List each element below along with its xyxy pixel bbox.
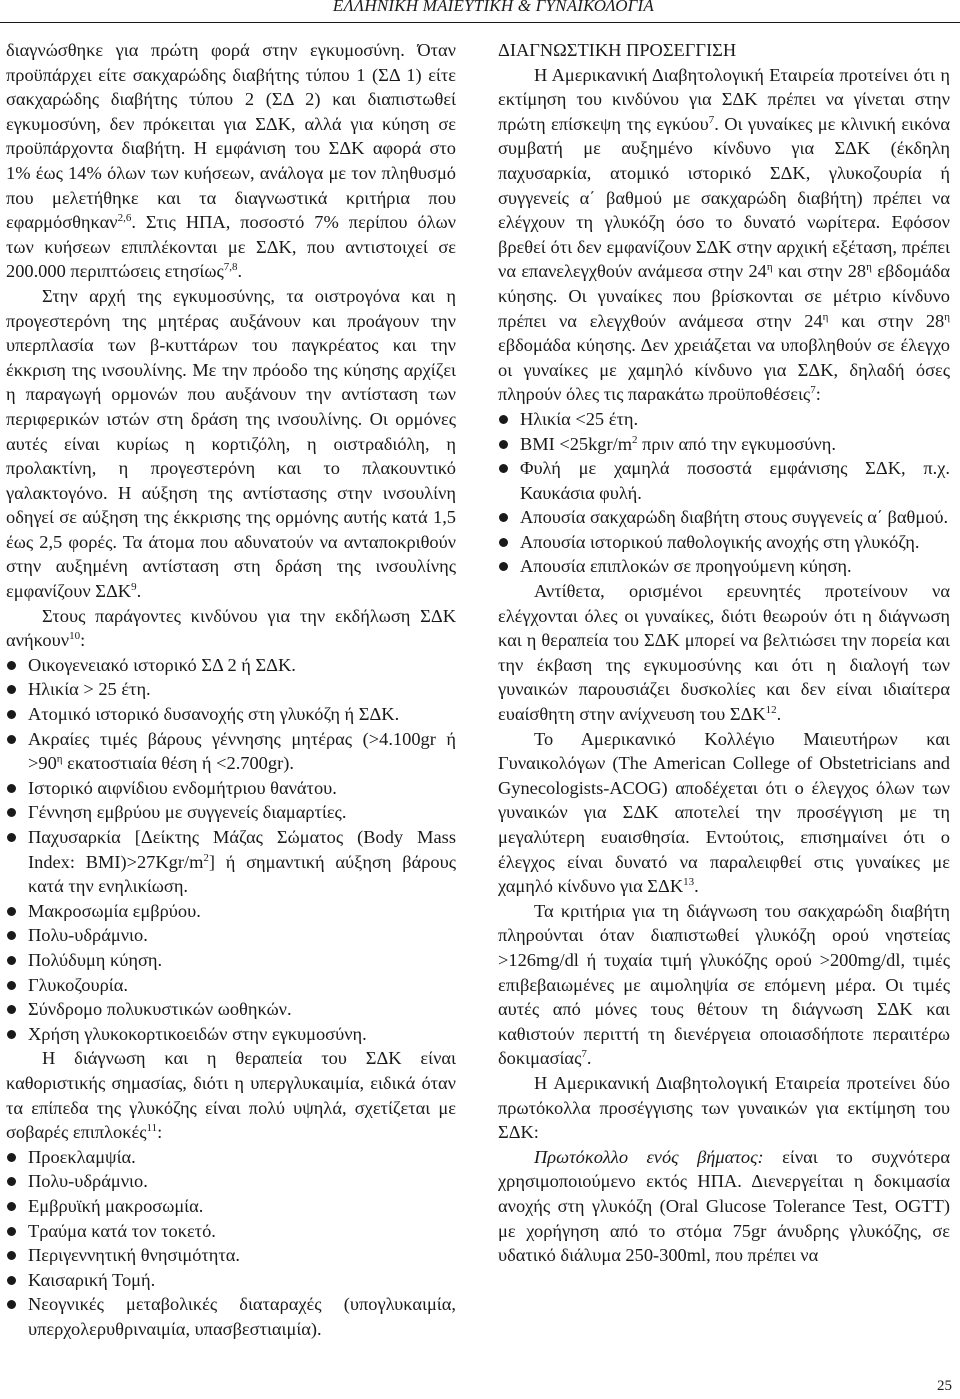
risk-factors-list xyxy=(6,653,456,1047)
low-risk-criteria-list xyxy=(498,407,950,579)
section-heading: ΔΙΑΓΝΩΣΤΙΚΗ ΠΡΟΣΕΓΓΙΣΗ xyxy=(498,40,737,60)
running-header xyxy=(0,0,960,26)
list-item: Προεκλαμψία. xyxy=(6,1145,456,1170)
list-item: Παχυσαρκία [Δείκτης Μάζας Σώματος (Body Mass Index: $BMI)>27Kgr/m^2$] ή σημαντική αύξηση βάρους κατά την ενηλικίωση. xyxy=(6,825,456,899)
list-item: Οικογενειακό ιστορικό ΣΔ 2 ή ΣΔΚ. xyxy=(6,653,456,678)
list-item: Πολύδυμη κύηση. xyxy=(6,948,456,973)
right-column xyxy=(498,38,950,1268)
complications-list xyxy=(6,1145,456,1342)
list-item: Χρήση γλυκοκορτικοειδών στην εγκυμοσύνη. xyxy=(6,1022,456,1047)
paragraph: Αντίθετα, ορισμένοι ερευνητές προτείνουν να ελέγχονται όλες οι γυναίκες, διότι θεωρούν ότι η διάγνωση και η θεραπεία του ΣΔΚ μπορεί να βελτιώσει την πορεία και την έκβαση της εγκυμοσύνης και ότι η διαλογή των γυναικών παρουσιάζει δυσκολίες και δεν είναι ιδιαίτερα ευαίσθητη στην ανίχνευση του ΣΔΚ$^{12}$. xyxy=(498,581,950,725)
paragraph: Η Αμερικανική Διαβητολογική Εταιρεία προτείνει ότι η εκτίμηση του κινδύνου για ΣΔΚ πρέπει να γίνεται στην πρώτη επίσκεψη της εγκύου$^7$. Οι γυναίκες με κλινική εικόνα συμβατή με αυξημένο κίνδυνο για ΣΔΚ (έκδηλη παχυσαρκία, ατομικό ιστορικό ΣΔΚ, γλυκοζουρία ή συγγενείς α΄ βαθμού με σακχαρώδη διαβήτη) πρέπει να ελέγχουν τη γλυκόζη όσο το δυνατό νωρίτερα. Εφόσον βρεθεί ότι δεν εμφανίζουν ΣΔΚ στην αρχική εξέταση, πρέπει να επανελεγχθούν ανάμεσα στην $24^\eta$ και στην $28^\eta$ εβδομάδα κύησης. Οι γυναίκες που βρίσκονται σε μέτριο κίνδυνο πρέπει να ελεγχθούν ανάμεσα στην $24^\eta$ και στην $28^\eta$ εβδομάδα κύησης. Δεν χρειάζεται να υποβληθούν σε έλεγχο οι γυναίκες με χαμηλό κίνδυνο για ΣΔΚ, δηλαδή όσες πληρούν όλες τις παρακάτω προϋποθέσεις$^7$: xyxy=(498,64,950,405)
list-item: Τραύμα κατά τον τοκετό. xyxy=(6,1219,456,1244)
list-item: Γλυκοζουρία. xyxy=(6,973,456,998)
list-item: Σύνδρομο πολυκυστικών ωοθηκών. xyxy=(6,997,456,1022)
list-item: Ακραίες τιμές βάρους γέννησης μητέρας (>4.100gr $ή >90^\eta$ εκατοστιαία θέση ή <2.700gr). xyxy=(6,727,456,776)
list-item: Φυλή με χαμηλά ποσοστά εμφάνισης ΣΔΚ, π.χ. Καυκάσια φυλή. xyxy=(498,456,950,505)
list-item: Απουσία ιστορικού παθολογικής ανοχής στη γλυκόζη. xyxy=(498,530,950,555)
paragraph: Στην αρχή της εγκυμοσύνης, τα οιστρογόνα και η προγεστερόνη της μητέρας αυξάνουν και προάγουν την υπερπλασία των β-κυττάρων του παγκρέατος και την έκκριση της ινσουλίνης. Με την πρόοδο της κύησης αρχίζει η παραγωγή ορμονών που αυξάνουν την αντίσταση των περιφερικών ιστών στη δράση της ινσουλίνης. Οι ορμόνες αυτές είναι κυρίως η κορτιζόλη, η οιστραδιόλη, η προλακτίνη, η προγεστερόνη και το πλακουντικό γαλακτογόνο. Η αύξηση της αντίστασης στην ινσουλίνη οδηγεί σε αύξηση της έκκρισης της ορμόνης αυτής κατά 1,5 έως 2,5 φορές. Τα άτομα που αδυνατούν να ανταποκριθούν στην αυξημένη αντίσταση στη δράση της ινσουλίνης εμφανίζουν ΣΔΚ$^9$. xyxy=(6,285,456,602)
list-item: Εμβρυϊκή μακροσωμία. xyxy=(6,1194,456,1219)
list-item: Περιγεννητική θνησιμότητα. xyxy=(6,1243,456,1268)
paragraph: Τα κριτήρια για τη διάγνωση του σακχαρώδη διαβήτη πληρούνται όταν διαπιστωθεί γλυκόζη ορού νηστείας >126mg/dl ή τυχαία τιμή γλυκόζης ορού >200mg/dl, τιμές επιβεβαιωμένες με αιμοληψία σε επόμενη μέρα. Οι τιμές αυτές από μόνες τους θέτουν τη διάγνωση ΣΔΚ και καθιστούν περιττή τη διενέργεια οποιασδήποτε περαιτέρω δοκιμασίας$^7$. xyxy=(498,900,950,1069)
list-item: Μακροσωμία εμβρύου. xyxy=(6,899,456,924)
list-item: Νεογνικές μεταβολικές διαταραχές (υπογλυκαιμία, υπερχολερυθριναιμία, υπασβεστιαιμία). xyxy=(6,1292,456,1341)
list-item: Πολυ-υδράμνιο. xyxy=(6,1169,456,1194)
list-item: Ηλικία <25 έτη. xyxy=(498,407,950,432)
list-item: Ηλικία > 25 έτη. xyxy=(6,677,456,702)
list-item: Καισαρική Τομή. xyxy=(6,1268,456,1293)
list-item: Γέννηση εμβρύου με συγγενείς διαμαρτίες. xyxy=(6,800,456,825)
paragraph: Το Αμερικανικό Κολλέγιο Μαιευτήρων και Γυναικολόγων (The American College of Obstetricians and Gynecologists-ACOG) αποδέχεται ότι ο έλεγχος όλων των γυναικών για ΣΔΚ αποτελεί την προσέγγιση με τη μεγαλύτερη ευαισθησία. Εντούτοις, επισημαίνει ότι ο έλεγχος είναι δυνατό να παραλειφθεί στις γυναίκες με χαμηλό κίνδυνο για ΣΔΚ$^{13}$. xyxy=(498,728,950,897)
left-column xyxy=(6,38,456,1341)
paragraph: Πρωτόκολλο ενός βήματος: είναι το συχνότερα χρησιμοποιούμενο εκτός ΗΠΑ. Διενεργείται η δοκιμασία ανοχής στη γλυκόζη (Oral Glucose Tolerance Test, OGTT) με χορήγηση από το στόμα 75gr άνυδρης γλυκόζης, σε υδατικό διάλυμα 250-300ml, που πρέπει να xyxy=(498,1146,950,1266)
list-item: BMI $<25kgr/m^2$ πριν από την εγκυμοσύνη. xyxy=(498,432,950,457)
journal-title: ΕΛΛΗΝΙΚΗ ΜΑΙΕΥΤΙΚΗ & ΓΥΝΑΙΚΟΛΟΓΙΑ xyxy=(332,0,654,15)
list-item: Ατομικό ιστορικό δυσανοχής στη γλυκόζη ή ΣΔΚ. xyxy=(6,702,456,727)
page-number: 25 xyxy=(937,1378,952,1394)
list-item: Απουσία σακχαρώδη διαβήτη στους συγγενείς α΄ βαθμού. xyxy=(498,505,950,530)
paragraph: Στους παράγοντες κινδύνου για την εκδήλωση ΣΔΚ ανήκουν$^{10}$: xyxy=(6,605,456,651)
protocol-label: Πρωτόκολλο ενός βήματος: xyxy=(534,1146,764,1167)
paragraph: διαγνώσθηκε για πρώτη φορά στην εγκυμοσύνη. Όταν προϋπάρχει είτε σακχαρώδης διαβήτης τύπου 1 (ΣΔ 1) είτε σακχαρώδης διαβήτης τύπου 2 (ΣΔ 2) και διαπιστωθεί εγκυμοσύνη, δεν πρόκειται για ΣΔΚ, αλλά για κύηση σε προϋπάρχοντα διαβήτη. Η εμφάνιση του ΣΔΚ αφορά στο 1% έως 14% όλων των κυήσεων, ανάλογα με τον πληθυσμό που μελετήθηκε και τα διαγνωστικά κριτήρια που εφαρμόσθηκαν$^{2,6}$. Στις ΗΠΑ, ποσοστό 7% περίπου όλων των κυήσεων επιπλέκονται με ΣΔΚ, που αντιστοιχεί σε 200.000 περιπτώσεις ετησίως$^{7,8}$. xyxy=(6,40,456,282)
paragraph: Η διάγνωση και η θεραπεία του ΣΔΚ είναι καθοριστικής σημασίας, διότι η υπεργλυκαιμία, ειδικά όταν τα επίπεδα της γλυκόζης είναι πολύ υψηλά, σχετίζεται με σοβαρές επιπλοκές$^{11}$: xyxy=(6,1048,456,1143)
list-item: Πολυ-υδράμνιο. xyxy=(6,923,456,948)
list-item: Απουσία επιπλοκών σε προηγούμενη κύηση. xyxy=(498,554,950,579)
paragraph: Η Αμερικανική Διαβητολογική Εταιρεία προτείνει δύο πρωτόκολλα προσέγγισης των γυναικών για εκτίμηση του ΣΔΚ: xyxy=(498,1072,950,1143)
header-rule xyxy=(0,22,960,23)
list-item: Ιστορικό αιφνίδιου ενδομήτριου θανάτου. xyxy=(6,776,456,801)
